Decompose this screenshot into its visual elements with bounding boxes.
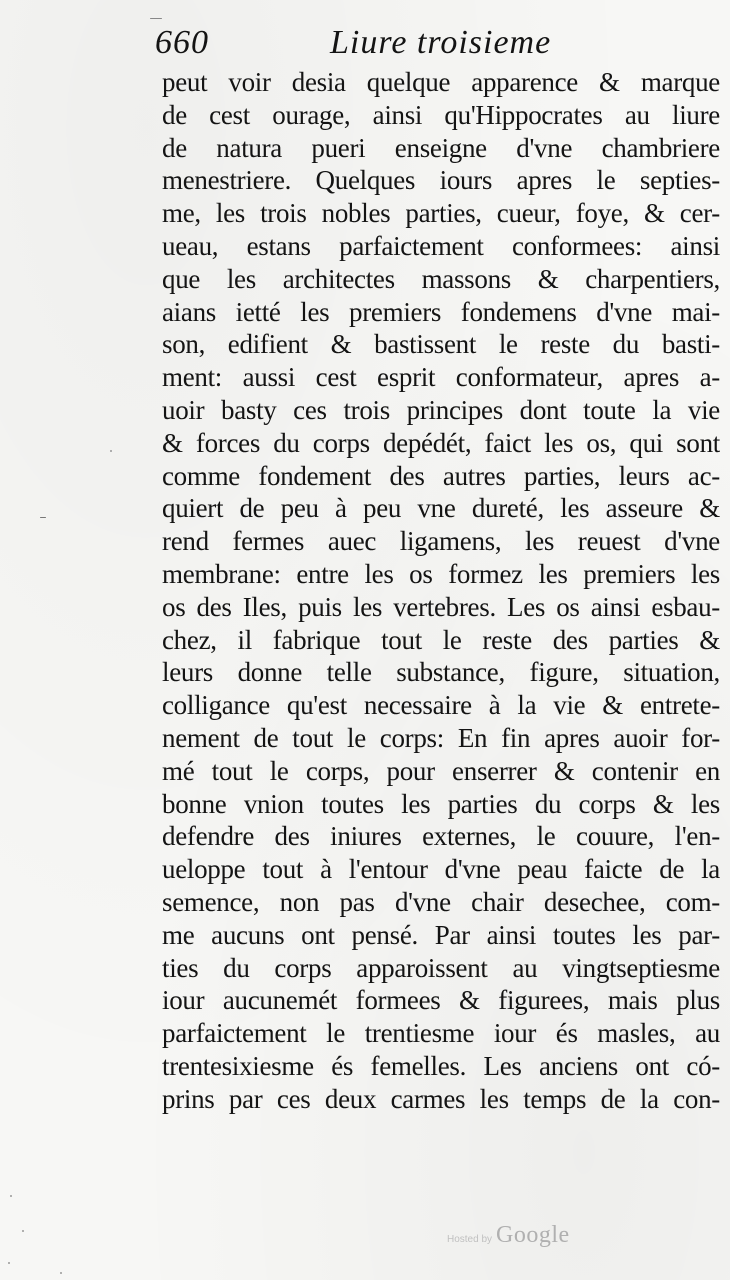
text-line: de natura pueri enseigne d'vne chambriere xyxy=(162,132,720,163)
text-line: prins par ces deux carmes les temps de la con- xyxy=(162,1083,720,1114)
text-line: de cest ourage, ainsi qu'Hippocrates au liure xyxy=(162,99,720,130)
text-line: os des Iles, puis les vertebres. Les os ainsi esbau- xyxy=(162,591,720,622)
text-line: ties du corps apparoissent au vingtseptiesme xyxy=(162,952,720,983)
scan-speck xyxy=(60,1272,62,1274)
text-line: colligance qu'est necessaire à la vie & entrete- xyxy=(162,690,720,721)
scan-speck xyxy=(110,450,112,452)
text-line: membrane: entre les os formez les premiers les xyxy=(162,558,720,589)
text-line: defendre des iniures externes, le couure, l'en- xyxy=(162,821,720,852)
scan-speck xyxy=(10,1195,12,1197)
scan-speck xyxy=(22,1230,24,1232)
text-line: peut voir desia quelque apparence & marque xyxy=(162,67,720,97)
text-line: menestriere. Quelques iours apres le septies- xyxy=(162,165,720,196)
body-text xyxy=(162,66,720,1116)
text-line: semence, non pas d'vne chair desechee, com- xyxy=(162,886,720,917)
scan-speck xyxy=(40,517,46,518)
text-line: me aucuns ont pensé. Par ainsi toutes les par- xyxy=(162,919,720,950)
text-line: trentesixiesme és femelles. Les anciens ont có- xyxy=(162,1050,720,1081)
page-number: 660 xyxy=(155,24,209,61)
google-watermark xyxy=(447,1222,570,1252)
text-line: bonne vnion toutes les parties du corps & les xyxy=(162,788,720,819)
text-line: que les architectes massons & charpentiers, xyxy=(162,263,720,294)
text-line: ment: aussi cest esprit conformateur, apres a- xyxy=(162,362,720,393)
text-line: quiert de peu à peu vne dureté, les asseure & xyxy=(162,493,720,524)
text-line: & forces du corps depédét, faict les os, qui sont xyxy=(162,427,720,458)
text-line: chez, il fabrique tout le reste des parties & xyxy=(162,624,720,655)
text-line: me, les trois nobles parties, cueur, foye, & cer- xyxy=(162,198,720,229)
text-line: nement de tout le corps: En fin apres auoir for- xyxy=(162,722,720,753)
text-line: leurs donne telle substance, figure, situation, xyxy=(162,657,720,688)
text-line: parfaictement le trentiesme iour és masles, au xyxy=(162,1018,720,1049)
google-logo: Google xyxy=(496,1222,570,1248)
text-line: ueloppe tout à l'entour d'vne peau faicte de la xyxy=(162,854,720,885)
text-line: uoir basty ces trois principes dont toute la vie xyxy=(162,394,720,425)
text-line: comme fondement des autres parties, leurs ac- xyxy=(162,460,720,491)
text-line: ueau, estans parfaictement conformees: ainsi xyxy=(162,230,720,261)
scan-speck xyxy=(8,1262,10,1264)
text-line: iour aucunemét formees & figurees, mais plus xyxy=(162,985,720,1016)
watermark-prefix: Hosted by xyxy=(447,1234,493,1245)
scan-gutter-noise xyxy=(0,0,130,1280)
text-line: son, edifient & bastissent le reste du basti- xyxy=(162,329,720,360)
text-line: aians ietté les premiers fondemens d'vne mai- xyxy=(162,296,720,327)
text-line: mé tout le corps, pour enserrer & contenir en xyxy=(162,755,720,786)
text-line: rend fermes auec ligamens, les reuest d'vne xyxy=(162,526,720,557)
page-header xyxy=(155,18,715,66)
running-head: Liure troisieme xyxy=(330,24,552,61)
